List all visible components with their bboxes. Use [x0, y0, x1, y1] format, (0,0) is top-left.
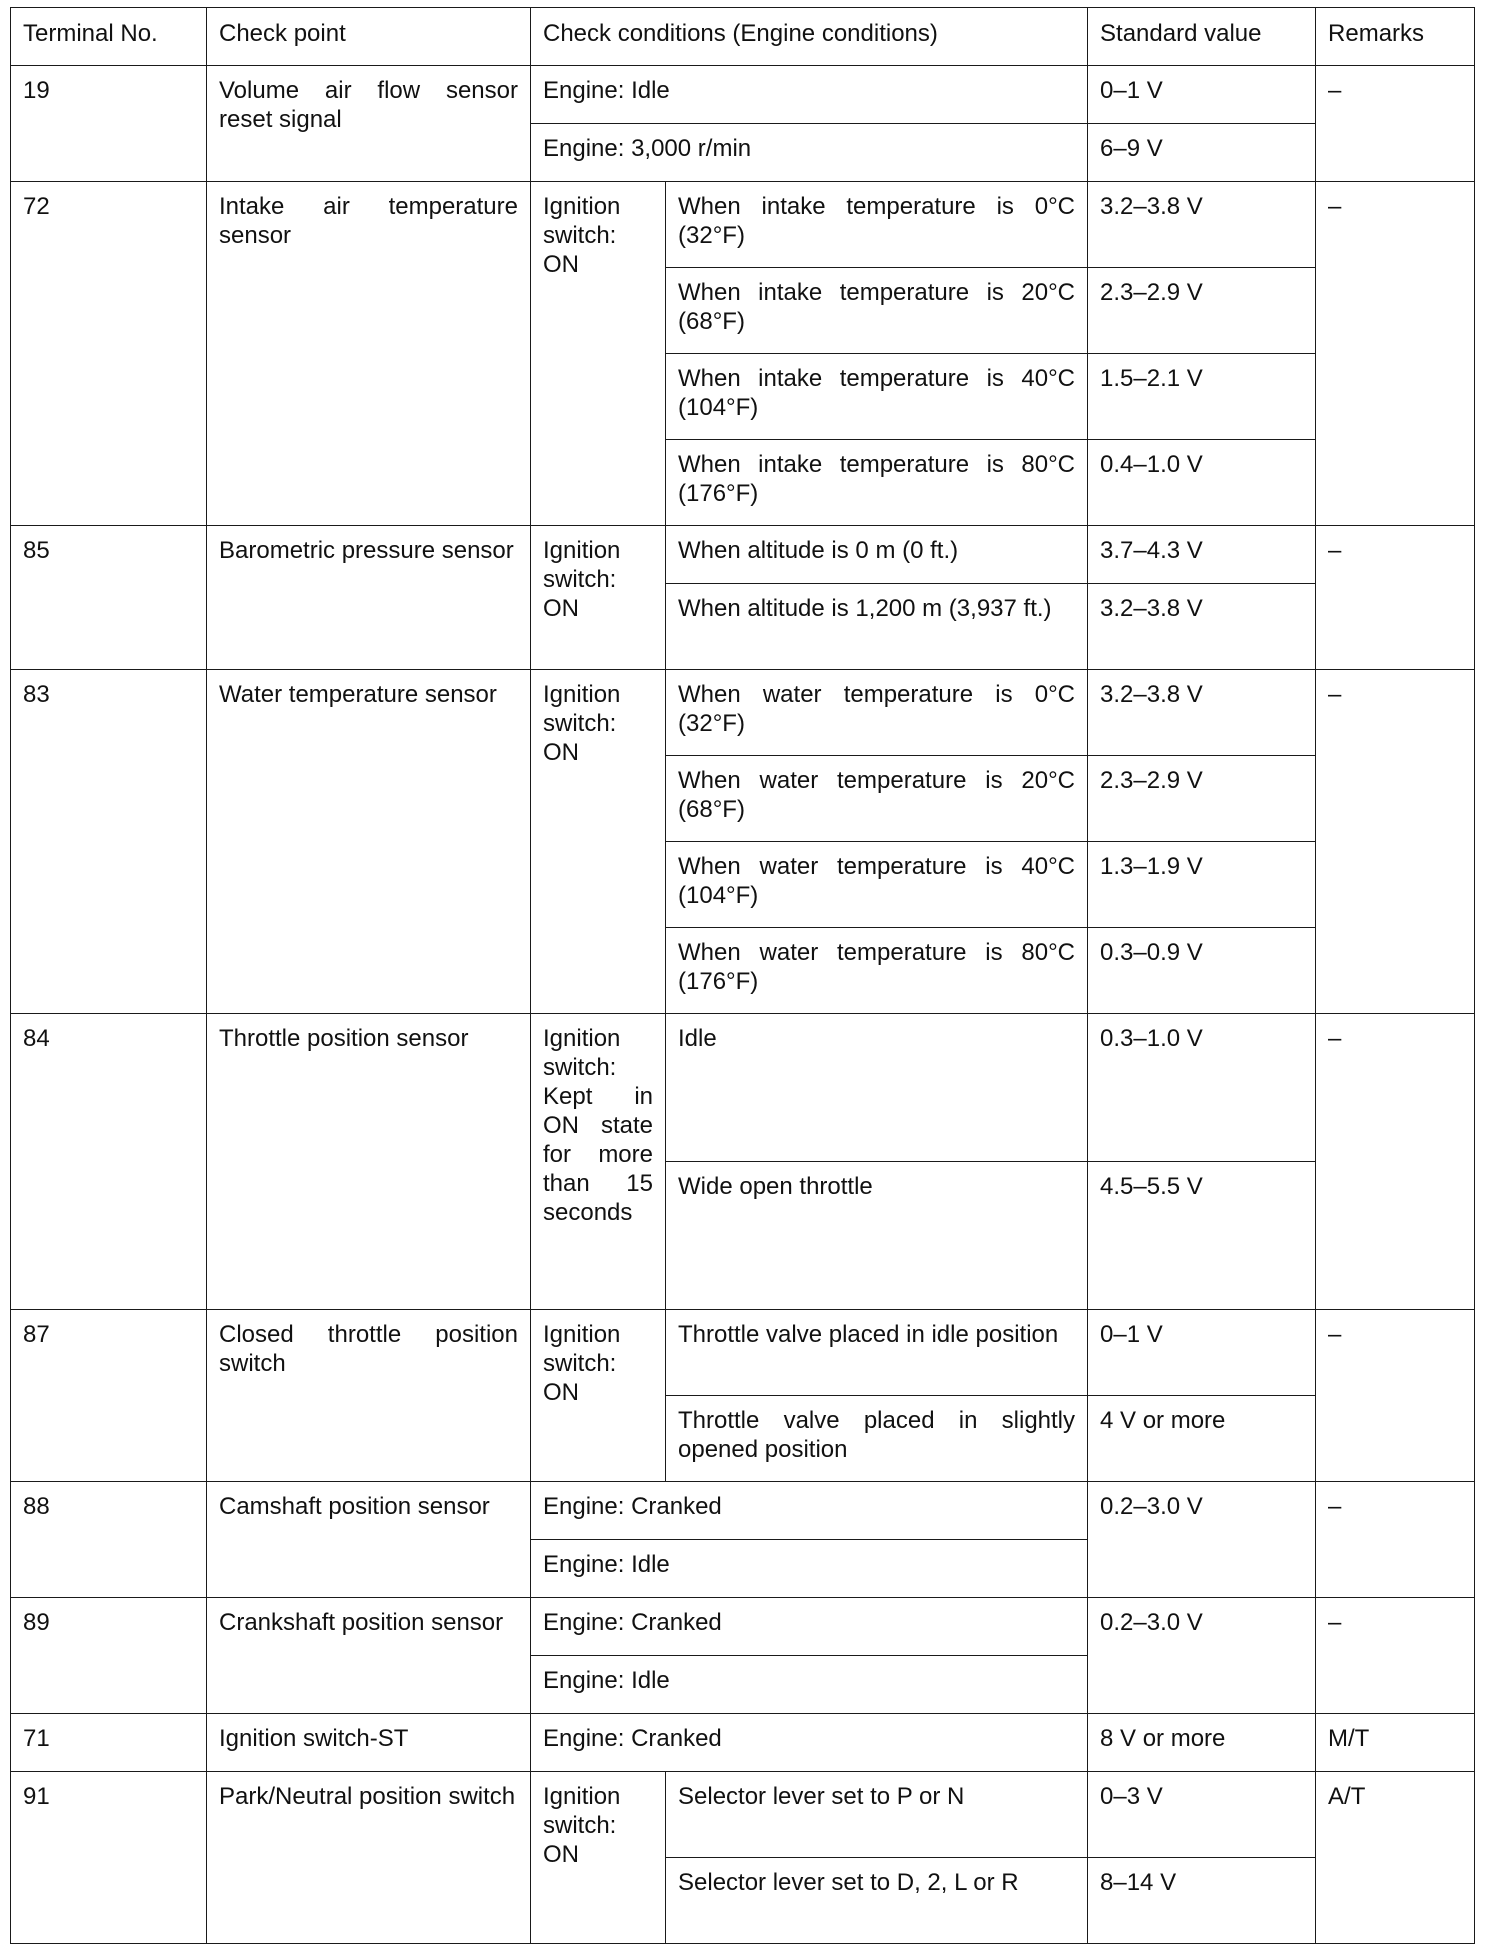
- terminal-no: 87: [11, 1310, 207, 1482]
- remarks: –: [1316, 526, 1475, 670]
- header-check-conditions: Check conditions (Engine conditions): [531, 8, 1088, 66]
- table-row: [11, 670, 1475, 756]
- check-condition: When water temperature is 20°C (68°F): [666, 756, 1088, 842]
- check-condition: Engine: Idle: [531, 1656, 1088, 1714]
- condition-group: Ignition switch: ON: [531, 1310, 666, 1482]
- terminal-no: 83: [11, 670, 207, 1014]
- condition-group: Ignition switch: ON: [531, 670, 666, 1014]
- standard-value: 0–1 V: [1088, 1310, 1316, 1396]
- check-condition: When altitude is 0 m (0 ft.): [666, 526, 1088, 584]
- header-check-point: Check point: [207, 8, 531, 66]
- terminal-no: 71: [11, 1714, 207, 1772]
- table-row: [11, 1714, 1475, 1772]
- header-remarks: Remarks: [1316, 8, 1475, 66]
- standard-value: 2.3–2.9 V: [1088, 268, 1316, 354]
- remarks: –: [1316, 182, 1475, 526]
- check-point: Volume air flow sensor reset signal: [207, 66, 531, 182]
- condition-group: Ignition switch: ON: [531, 182, 666, 526]
- standard-value: 6–9 V: [1088, 124, 1316, 182]
- terminal-no: 19: [11, 66, 207, 182]
- check-condition: When water temperature is 40°C (104°F): [666, 842, 1088, 928]
- check-point: Ignition switch-ST: [207, 1714, 531, 1772]
- table-row: [11, 1598, 1475, 1656]
- table-row: [11, 66, 1475, 124]
- standard-value: 1.3–1.9 V: [1088, 842, 1316, 928]
- terminal-no: 88: [11, 1482, 207, 1598]
- check-point: Barometric pressure sensor: [207, 526, 531, 670]
- check-condition: Idle: [666, 1014, 1088, 1162]
- standard-value: 4 V or more: [1088, 1396, 1316, 1482]
- check-point: Camshaft position sensor: [207, 1482, 531, 1598]
- standard-value: 3.2–3.8 V: [1088, 670, 1316, 756]
- remarks: –: [1316, 670, 1475, 1014]
- standard-value: 0.2–3.0 V: [1088, 1482, 1316, 1598]
- terminal-no: 89: [11, 1598, 207, 1714]
- check-condition: Throttle valve placed in idle position: [666, 1310, 1088, 1396]
- standard-value: 3.2–3.8 V: [1088, 182, 1316, 268]
- remarks: –: [1316, 1014, 1475, 1310]
- standard-value: 8 V or more: [1088, 1714, 1316, 1772]
- check-condition: Throttle valve placed in slightly opened position: [666, 1396, 1088, 1482]
- terminal-no: 72: [11, 182, 207, 526]
- check-condition: Engine: Cranked: [531, 1482, 1088, 1540]
- terminal-check-table: [10, 7, 1475, 1944]
- remarks: –: [1316, 66, 1475, 182]
- table-row: [11, 182, 1475, 268]
- check-condition: Engine: Cranked: [531, 1598, 1088, 1656]
- standard-value: 0.3–1.0 V: [1088, 1014, 1316, 1162]
- table-row: [11, 1310, 1475, 1396]
- check-condition: When intake temperature is 0°C (32°F): [666, 182, 1088, 268]
- check-point: Water temperature sensor: [207, 670, 531, 1014]
- condition-group: Ignition switch: ON: [531, 1772, 666, 1944]
- remarks: A/T: [1316, 1772, 1475, 1944]
- standard-value: 3.2–3.8 V: [1088, 584, 1316, 670]
- check-condition: Selector lever set to D, 2, L or R: [666, 1858, 1088, 1944]
- header-row: [11, 8, 1475, 66]
- terminal-no: 91: [11, 1772, 207, 1944]
- terminal-no: 85: [11, 526, 207, 670]
- remarks: M/T: [1316, 1714, 1475, 1772]
- check-condition: Selector lever set to P or N: [666, 1772, 1088, 1858]
- check-point: Throttle position sensor: [207, 1014, 531, 1310]
- check-condition: When intake temperature is 40°C (104°F): [666, 354, 1088, 440]
- table-row: [11, 1772, 1475, 1858]
- remarks: –: [1316, 1598, 1475, 1714]
- condition-group: Ignition switch: ON: [531, 526, 666, 670]
- check-point: Intake air temperature sensor: [207, 182, 531, 526]
- standard-value: 2.3–2.9 V: [1088, 756, 1316, 842]
- standard-value: 4.5–5.5 V: [1088, 1162, 1316, 1310]
- standard-value: 0.4–1.0 V: [1088, 440, 1316, 526]
- check-point: Crankshaft position sensor: [207, 1598, 531, 1714]
- standard-value: 3.7–4.3 V: [1088, 526, 1316, 584]
- table-row: [11, 526, 1475, 584]
- condition-group: Ignition switch: Kept in ON state for more than 15 seconds: [531, 1014, 666, 1310]
- check-condition: When water temperature is 0°C (32°F): [666, 670, 1088, 756]
- check-point: Closed throttle position switch: [207, 1310, 531, 1482]
- table-row: [11, 1014, 1475, 1162]
- standard-value: 1.5–2.1 V: [1088, 354, 1316, 440]
- check-condition: Engine: Cranked: [531, 1714, 1088, 1772]
- check-condition: Engine: 3,000 r/min: [531, 124, 1088, 182]
- check-point: Park/Neutral position switch: [207, 1772, 531, 1944]
- check-condition: Wide open throttle: [666, 1162, 1088, 1310]
- table-row: [11, 1482, 1475, 1540]
- check-condition: Engine: Idle: [531, 1540, 1088, 1598]
- standard-value: 0–3 V: [1088, 1772, 1316, 1858]
- header-terminal: Terminal No.: [11, 8, 207, 66]
- check-condition: When altitude is 1,200 m (3,937 ft.): [666, 584, 1088, 670]
- check-condition: Engine: Idle: [531, 66, 1088, 124]
- terminal-no: 84: [11, 1014, 207, 1310]
- standard-value: 0.3–0.9 V: [1088, 928, 1316, 1014]
- header-standard-value: Standard value: [1088, 8, 1316, 66]
- standard-value: 0–1 V: [1088, 66, 1316, 124]
- standard-value: 8–14 V: [1088, 1858, 1316, 1944]
- remarks: –: [1316, 1310, 1475, 1482]
- spec-sheet: [10, 7, 1475, 1944]
- standard-value: 0.2–3.0 V: [1088, 1598, 1316, 1714]
- check-condition: When water temperature is 80°C (176°F): [666, 928, 1088, 1014]
- check-condition: When intake temperature is 80°C (176°F): [666, 440, 1088, 526]
- remarks: –: [1316, 1482, 1475, 1598]
- check-condition: When intake temperature is 20°C (68°F): [666, 268, 1088, 354]
